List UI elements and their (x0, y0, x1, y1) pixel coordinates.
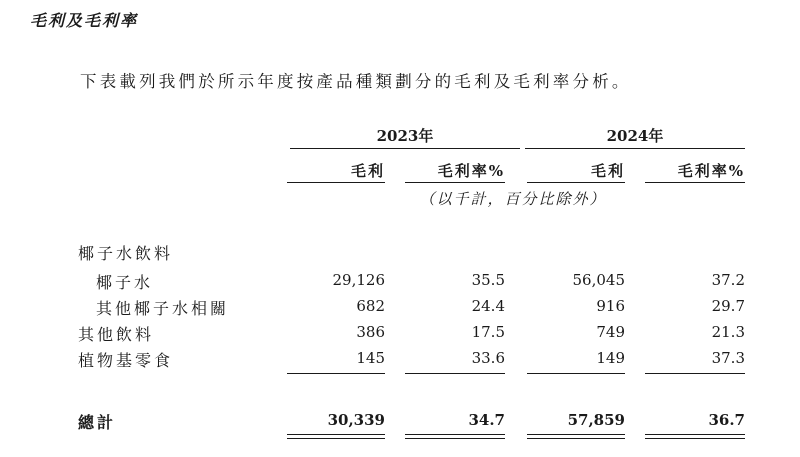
cell-margin-2023: 24.4 (471, 297, 505, 315)
total-margin-2023: 34.7 (468, 411, 505, 429)
col-header-margin-2023: 毛利率% (437, 162, 505, 180)
col-rule (527, 182, 625, 183)
year-rule-2023 (290, 148, 520, 149)
row-label: 植物基零食 (78, 351, 174, 370)
col-rule (287, 182, 385, 183)
total-double-rule (527, 434, 625, 439)
total-double-rule (405, 434, 505, 439)
subtotal-rule (645, 373, 745, 374)
cell-gross-profit-2024: 916 (596, 297, 625, 315)
category-label: 椰子水飲料 (78, 244, 174, 263)
cell-gross-profit-2023: 145 (356, 349, 385, 367)
year-rule-2024 (525, 148, 745, 149)
subtotal-rule (287, 373, 385, 374)
cell-gross-profit-2024: 149 (596, 349, 625, 367)
cell-gross-profit-2023: 386 (356, 323, 385, 341)
cell-margin-2024: 29.7 (711, 297, 745, 315)
total-margin-2024: 36.7 (708, 411, 745, 429)
intro-paragraph: 下表載列我們於所示年度按產品種類劃分的毛利及毛利率分析。 (80, 72, 632, 91)
cell-margin-2023: 17.5 (471, 323, 505, 341)
cell-margin-2023: 33.6 (471, 349, 505, 367)
total-double-rule (645, 434, 745, 439)
col-rule (645, 182, 745, 183)
cell-margin-2023: 35.5 (471, 271, 505, 289)
unit-note: （以千計，百分比除外） (419, 190, 607, 208)
col-header-margin-2024: 毛利率% (677, 162, 745, 180)
total-gross-profit-2024: 57,859 (567, 411, 625, 429)
year-header-2023: 2023年 (376, 127, 434, 145)
subtotal-rule (527, 373, 625, 374)
total-gross-profit-2023: 30,339 (327, 411, 385, 429)
row-label: 其他飲料 (78, 325, 155, 344)
cell-margin-2024: 21.3 (711, 323, 745, 341)
cell-gross-profit-2024: 749 (596, 323, 625, 341)
row-label: 椰子水 (96, 273, 154, 292)
section-title: 毛利及毛利率 (30, 11, 139, 30)
cell-gross-profit-2023: 29,126 (332, 271, 385, 289)
col-header-gross-profit-2024: 毛利 (590, 162, 625, 180)
cell-gross-profit-2023: 682 (356, 297, 385, 315)
row-label: 其他椰子水相關 (96, 299, 230, 318)
col-header-gross-profit-2023: 毛利 (350, 162, 385, 180)
year-header-2024: 2024年 (606, 127, 664, 145)
cell-gross-profit-2024: 56,045 (572, 271, 625, 289)
subtotal-rule (405, 373, 505, 374)
total-label: 總計 (78, 413, 117, 432)
cell-margin-2024: 37.2 (711, 271, 745, 289)
cell-margin-2024: 37.3 (711, 349, 745, 367)
total-double-rule (287, 434, 385, 439)
col-rule (405, 182, 505, 183)
